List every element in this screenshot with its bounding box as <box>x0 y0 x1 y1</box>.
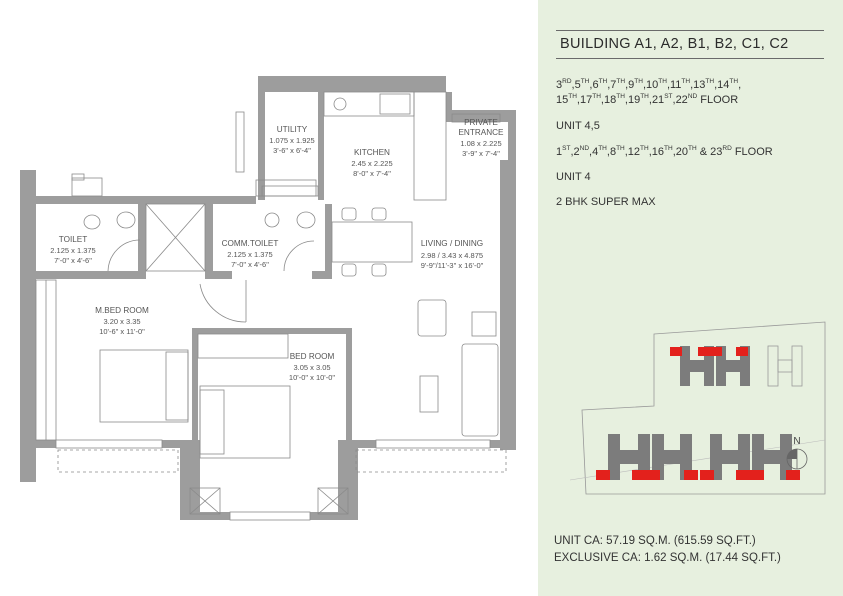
floor-number: 10 <box>646 79 659 91</box>
floors-unit-4: 1ST,2ND,4TH,8TH,12TH,16TH,20TH & 23RD FLOOR <box>556 145 773 158</box>
floor-number: 21 <box>651 94 665 106</box>
floor-suffix: TH <box>598 78 608 85</box>
floor-number: 19 <box>627 94 641 106</box>
mbed-metric: 3.20 x 3.35 <box>103 317 141 326</box>
floor-suffix: ST <box>664 93 673 100</box>
floor-number: 5 <box>574 79 581 91</box>
floor-number: 14 <box>717 79 730 91</box>
floor-number: 8 <box>609 146 617 158</box>
exclusive-carpet-area: EXCLUSIVE CA: 1.62 SQ.M. (17.44 SQ.FT.) <box>554 552 781 564</box>
floor-number: 7 <box>610 79 617 91</box>
title-rule-bottom <box>556 58 824 59</box>
bed-imperial: 10'-0" x 10'-0" <box>288 373 336 382</box>
floor-word: FLOOR <box>731 146 773 158</box>
living-imperial: 9'-9"/11'-3" x 16'-0" <box>420 261 484 270</box>
and-word: & <box>696 146 711 158</box>
utility-label: UTILITY <box>276 125 308 134</box>
floor-suffix: TH <box>616 93 625 100</box>
private-entrance-label: PRIVATE <box>464 118 498 127</box>
floor-number: 4 <box>592 146 599 158</box>
floor-word: FLOOR <box>697 94 739 106</box>
title-rule-top <box>556 30 824 31</box>
utility-metric: 1.075 x 1.925 <box>269 136 315 145</box>
floor-suffix: TH <box>664 145 673 152</box>
floor-number: 17 <box>579 94 593 106</box>
tower-top-pair <box>670 346 802 386</box>
utility-imperial: 3'-6" x 6'-4" <box>273 146 311 155</box>
kitchen-label: KITCHEN <box>354 148 390 157</box>
kitchen-metric: 2.45 x 2.225 <box>351 159 393 168</box>
floor-suffix: TH <box>598 145 607 152</box>
floor-number: 20 <box>675 146 689 158</box>
comm-toilet-label: COMM.TOILET <box>221 239 279 248</box>
floor-suffix: ND <box>687 93 698 100</box>
floor-suffix: TH <box>568 93 577 100</box>
floor-number: 12 <box>627 146 641 158</box>
comm-toilet-metric: 2.125 x 1.375 <box>227 250 273 259</box>
floors-line-1: 3RD,5TH,6TH,7TH,9TH,10TH,11TH,13TH,14TH, <box>556 78 742 91</box>
info-panel <box>538 0 843 596</box>
living-label: LIVING / DINING <box>420 239 484 248</box>
private-entrance-label-2: ENTRANCE <box>458 128 504 137</box>
unit-4: UNIT 4 <box>556 171 591 183</box>
mbed-label: M.BED ROOM <box>95 306 149 315</box>
floor-number: 3 <box>556 79 563 91</box>
floor-number: 2 <box>573 146 580 158</box>
floor-suffix: RD <box>722 145 732 152</box>
floor-number: 16 <box>651 146 665 158</box>
floor-suffix: TH <box>705 78 715 85</box>
floor-suffix: TH <box>681 78 691 85</box>
toilet-metric: 2.125 x 1.375 <box>50 246 96 255</box>
floor-number: 18 <box>603 94 617 106</box>
floor-number: 15 <box>556 94 569 106</box>
floor-suffix: TH <box>580 78 590 85</box>
comm-toilet-imperial: 7'-0" x 4'-6" <box>231 260 269 269</box>
kitchen-imperial: 8'-0" x 7'-4" <box>353 169 391 178</box>
floor-suffix: TH <box>592 93 601 100</box>
floor-number: 6 <box>592 79 599 91</box>
room-labels <box>50 118 504 382</box>
tower-bottom-pair <box>596 434 800 480</box>
floor-suffix: RD <box>562 78 572 85</box>
floors-line-2: 15TH,17TH,18TH,19TH,21ST,22ND FLOOR <box>556 93 739 106</box>
floor-suffix: TH <box>658 78 667 85</box>
floor-number: 1 <box>556 146 563 158</box>
floor-suffix: TH <box>640 93 649 100</box>
floor-suffix: TH <box>616 78 626 85</box>
bed-metric: 3.05 x 3.05 <box>293 363 331 372</box>
building-title: BUILDING A1, A2, B1, B2, C1, C2 <box>560 36 789 52</box>
floor-number: 9 <box>628 79 635 91</box>
floor-number: 11 <box>670 79 682 91</box>
walls <box>20 76 516 520</box>
living-metric: 2.98 / 3.43 x 4.875 <box>420 251 484 260</box>
unit-carpet-area: UNIT CA: 57.19 SQ.M. (615.59 SQ.FT.) <box>554 535 756 547</box>
toilet-label: TOILET <box>58 235 88 244</box>
bed-label: BED ROOM <box>289 352 335 361</box>
floor-suffix: TH <box>729 78 739 85</box>
toilet-imperial: 7'-0" x 4'-6" <box>54 256 92 265</box>
floor-suffix: ST <box>562 145 571 152</box>
private-entrance-imperial: 3'-9" x 7'-4" <box>462 149 500 158</box>
floor-suffix: TH <box>640 145 649 152</box>
key-plan <box>550 320 840 505</box>
floor-suffix: TH <box>634 78 643 85</box>
private-entrance-metric: 1.08 x 2.225 <box>460 139 502 148</box>
floor-suffix: TH <box>616 145 625 152</box>
floor-number: 23 <box>710 146 723 158</box>
floor-number: 13 <box>693 79 706 91</box>
unit-type: 2 BHK SUPER MAX <box>556 196 656 208</box>
floor-suffix: TH <box>688 145 697 152</box>
mbed-imperial: 10'-6" x 11'-0" <box>99 327 145 336</box>
floor-suffix: ND <box>579 145 590 152</box>
unit-45: UNIT 4,5 <box>556 120 600 132</box>
floor-number: 22 <box>675 94 688 106</box>
compass-n: N <box>793 436 801 447</box>
